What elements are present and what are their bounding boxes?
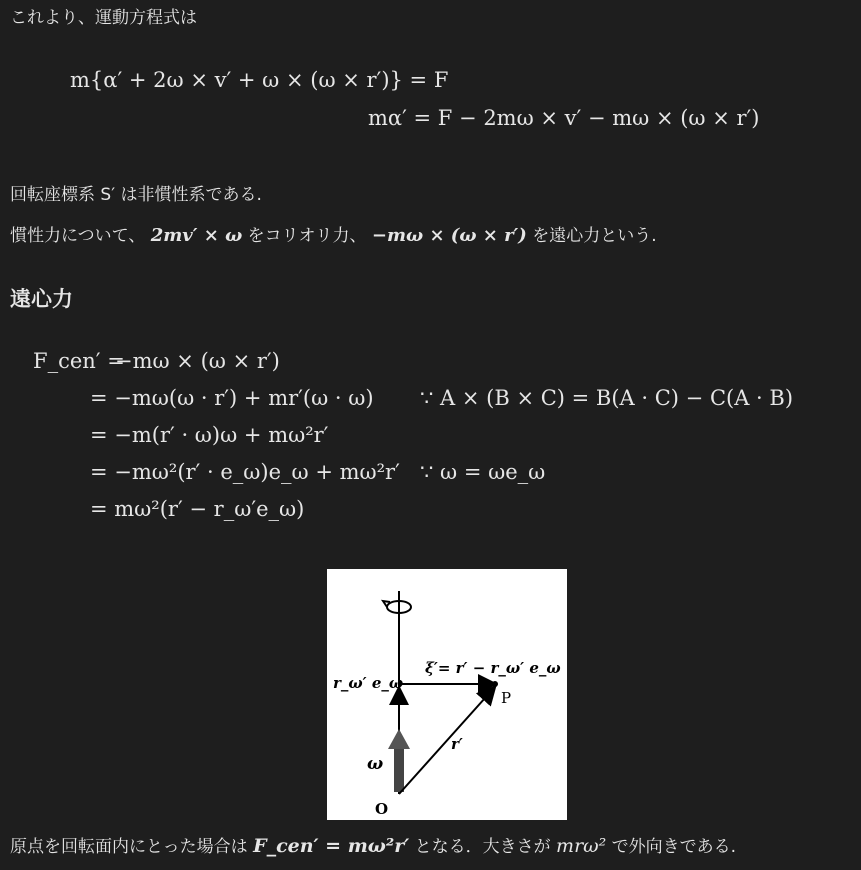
label-r-omega: r_ω′ e_ω bbox=[333, 674, 404, 692]
derivation-row-4: = −mω²(r′ · e_ω)e_ω + mω²r′ bbox=[90, 460, 400, 484]
derivation-row-2: = −mω(ω · r′) + mr′(ω · ω) bbox=[90, 386, 374, 410]
label-P: P bbox=[501, 689, 512, 707]
inertial-prefix: 慣性力について、 bbox=[10, 226, 146, 246]
coriolis-expression: 2mv′ × ω bbox=[150, 225, 243, 246]
label-r-prime: r′ bbox=[451, 735, 463, 753]
omega-arrow-head bbox=[388, 729, 410, 749]
inertial-mid: をコリオリ力、 bbox=[247, 226, 367, 246]
conclusion-magnitude: mrω² bbox=[556, 835, 607, 857]
inertial-suffix: を遠心力という. bbox=[532, 226, 657, 246]
inertial-forces-text bbox=[10, 224, 657, 248]
centrifugal-expression: −mω × (ω × r′) bbox=[371, 225, 527, 246]
derivation-row-1: −mω × (ω × r′) bbox=[115, 349, 280, 373]
because-triple-product: ∵ A × (B × C) = B(A · C) − C(A · B) bbox=[420, 386, 794, 410]
label-xi: ξ′= r′ − r_ω′ e_ω bbox=[425, 659, 561, 677]
because-omega: ∵ ω = ωe_ω bbox=[420, 460, 546, 484]
conclusion-prefix: 原点を回転面内にとった場合は bbox=[10, 837, 248, 857]
rotation-diagram bbox=[327, 569, 567, 820]
conclusion-suffix: で外向きである. bbox=[611, 837, 737, 857]
label-omega: ω bbox=[367, 754, 384, 774]
r-prime-arrow bbox=[399, 688, 494, 794]
rotation-figure bbox=[327, 569, 567, 820]
conclusion-mid: となる．大きさが bbox=[414, 837, 551, 857]
derivation-lhs: F_cen′ = bbox=[33, 349, 125, 373]
intro-text: これより、運動方程式は bbox=[10, 8, 197, 28]
point-P-dot bbox=[492, 681, 498, 687]
derivation-row-5: = mω²(r′ − r_ω′e_ω) bbox=[90, 497, 305, 521]
rotation-symbol-icon bbox=[383, 591, 411, 614]
omega-arrow-shaft bbox=[394, 747, 404, 792]
label-O: O bbox=[375, 800, 389, 818]
equation-of-motion-1: m{α′ + 2ω × v′ + ω × (ω × r′)} = F bbox=[70, 68, 449, 92]
derivation-row-3: = −m(r′ · ω)ω + mω²r′ bbox=[90, 423, 329, 447]
equation-of-motion-2: mα′ = F − 2mω × v′ − mω × (ω × r′) bbox=[368, 106, 760, 130]
noninertial-text: 回転座標系 S′ は非慣性系である. bbox=[10, 185, 262, 205]
section-title: 遠心力 bbox=[10, 287, 73, 311]
conclusion-text bbox=[10, 834, 736, 859]
conclusion-expression: F_cen′ = mω²r′ bbox=[253, 835, 410, 857]
